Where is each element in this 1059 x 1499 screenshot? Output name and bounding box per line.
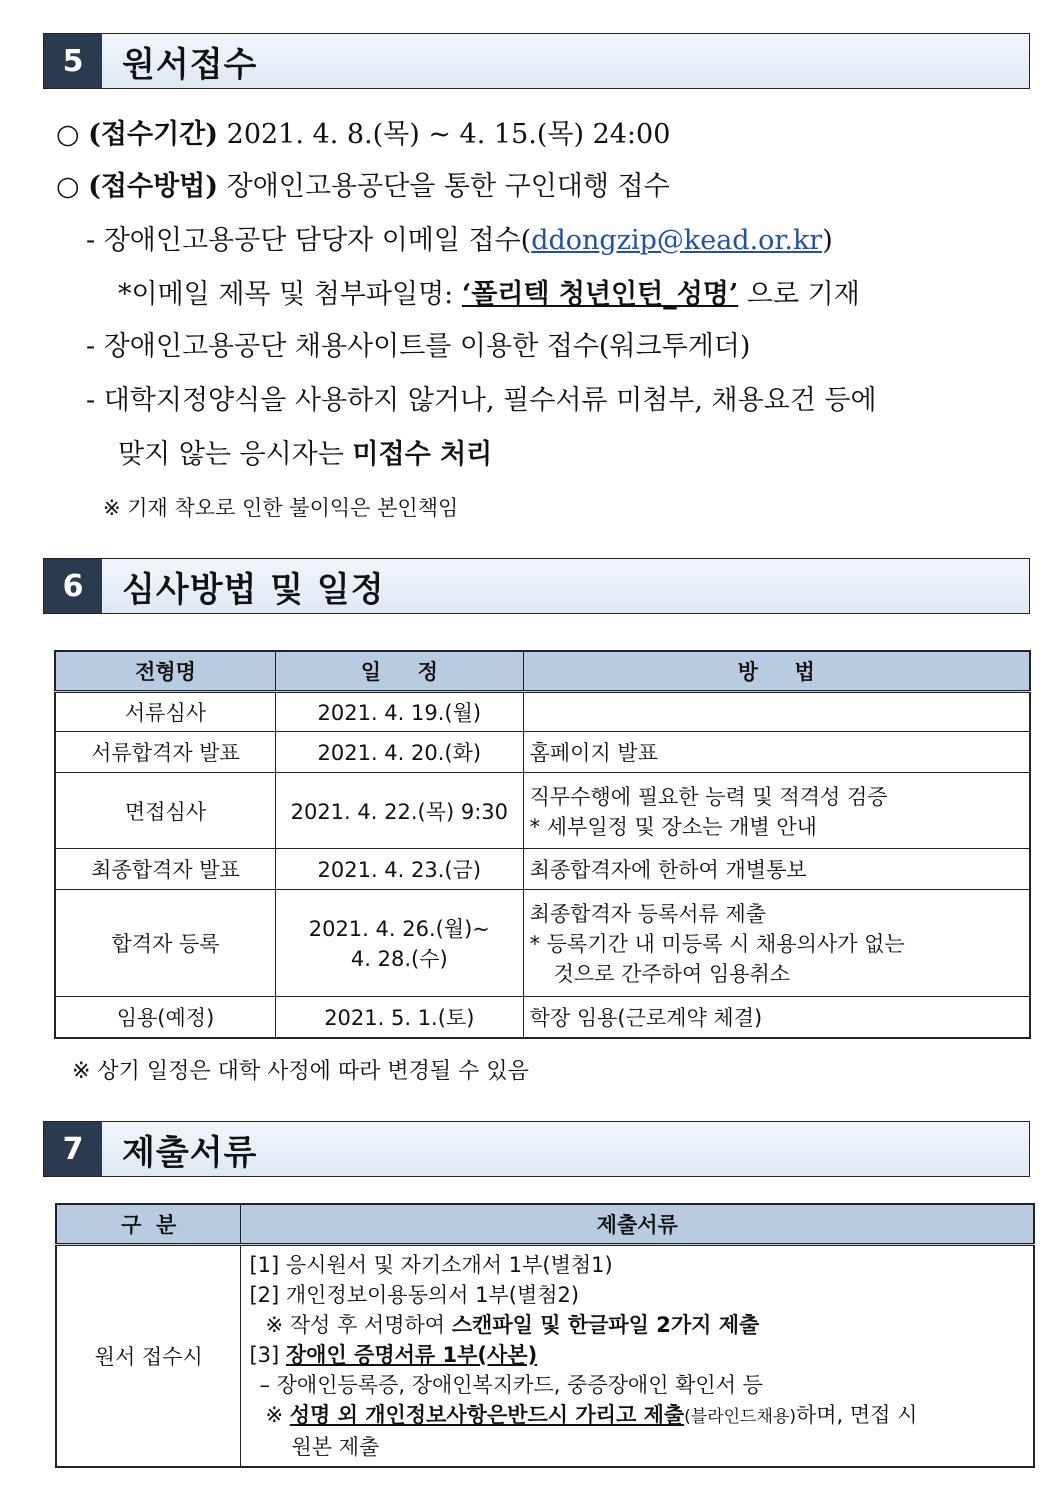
date-cell: 2021. 5. 1.(토) — [276, 997, 524, 1038]
method-cell — [523, 692, 1030, 732]
documents-cell — [241, 1245, 1034, 1468]
method-cell: 홈페이지 발표 — [523, 732, 1030, 773]
schedule-footnote: ※ 상기 일정은 대학 사정에 따라 변경될 수 있음 — [72, 1059, 529, 1084]
method-line — [56, 164, 670, 203]
note-small: (블라인드채용) — [684, 1407, 796, 1427]
method-note-cont: 것으로 간주하여 임용취소 — [553, 962, 791, 986]
document-item-3 — [249, 1340, 1025, 1370]
note-text: ※ 작성 후 서명하여 — [265, 1313, 446, 1337]
email-link[interactable]: ddongzip@kead.or.kr — [531, 225, 823, 256]
period-value: 2021. 4. 8.(목) ~ 4. 15.(목) 24:00 — [226, 119, 671, 150]
stage-cell: 서류합격자 발표 — [55, 732, 276, 773]
column-header: 전형명 — [55, 651, 276, 692]
item-number: [3] — [249, 1343, 280, 1367]
section-6-header — [43, 558, 1030, 614]
section-title: 원서접수 — [122, 44, 258, 85]
table-row — [55, 773, 1030, 849]
note-text: *이메일 제목 및 첨부파일명: — [118, 279, 454, 310]
stage-cell: 최종합격자 발표 — [55, 849, 276, 890]
document-item-1: [1] 응시원서 및 자기소개서 1부(별첨1) — [249, 1253, 613, 1277]
method-note: * 세부일정 및 장소는 개별 안내 — [529, 814, 817, 839]
method-note: * 등록기간 내 미등록 시 채용의사가 없는 — [529, 932, 905, 956]
table-row — [55, 692, 1030, 732]
table-row — [55, 849, 1030, 890]
date-start: 2021. 4. 26.(월)~ — [308, 917, 490, 941]
email-line-close: ) — [822, 225, 833, 256]
document-item-2: [2] 개인정보이용동의서 1부(별첨2) — [249, 1283, 580, 1307]
period-line — [56, 112, 670, 151]
method-cell: 최종합격자에 한하여 개별통보 — [523, 849, 1030, 890]
stage-cell: 합격자 등록 — [55, 890, 276, 997]
reference-note: ※ 기재 착오로 인한 불이익은 본인책임 — [103, 496, 459, 520]
rejection-bold: 미접수 처리 — [352, 439, 493, 470]
method-cell — [523, 773, 1030, 849]
document-item-3-note-cont: 원본 제출 — [291, 1435, 380, 1459]
date-end: 4. 28.(수) — [350, 947, 448, 971]
stage-cell: 면접심사 — [55, 773, 276, 849]
date-cell: 2021. 4. 19.(월) — [276, 692, 524, 732]
note-title-format: ‘폴리텍 청년인턴_성명’ — [461, 279, 739, 310]
date-cell: 2021. 4. 23.(금) — [276, 849, 524, 890]
section-5-header — [43, 33, 1030, 89]
date-cell: 2021. 4. 22.(목) 9:30 — [276, 773, 524, 849]
method-value: 장애인고용공단을 통한 구인대행 접수 — [226, 171, 670, 202]
document-item-3-note — [249, 1400, 1025, 1432]
email-note — [118, 272, 860, 311]
note-suffix: 하며, 면접 시 — [795, 1403, 918, 1427]
section-number: 6 — [44, 559, 102, 613]
document-item-3-sub: – 장애인등록증, 장애인복지카드, 중증장애인 확인서 등 — [259, 1373, 763, 1397]
table-row — [55, 997, 1030, 1038]
worktogether-line: - 장애인고용공단 채용사이트를 이용한 접수(워크투게더) — [86, 331, 751, 362]
date-cell: 2021. 4. 20.(화) — [276, 732, 524, 773]
schedule-table — [54, 650, 1031, 1039]
method-cell: 학장 임용(근로계약 체결) — [523, 997, 1030, 1038]
date-cell — [276, 890, 524, 997]
item-bold: 장애인 증명서류 1부(사본) — [285, 1343, 538, 1367]
column-header: 일 정 — [276, 651, 524, 692]
table-header-row — [56, 1204, 1034, 1245]
column-header: 방 법 — [523, 651, 1030, 692]
column-header: 구 분 — [56, 1204, 241, 1245]
note-suffix: 으로 기재 — [746, 279, 860, 310]
section-number: 7 — [44, 1122, 102, 1176]
section-title: 심사방법 및 일정 — [122, 569, 385, 610]
table-header-row — [55, 651, 1030, 692]
circle-bullet-icon: ○ — [56, 171, 80, 202]
table-row — [56, 1245, 1034, 1468]
note-bold: 성명 외 개인정보사항은반드시 가리고 제출 — [289, 1403, 685, 1427]
rejection-text: 맞지 않는 응시자는 — [118, 439, 344, 470]
table-row — [55, 732, 1030, 773]
documents-table — [55, 1203, 1035, 1468]
method-label: (접수방법) — [88, 171, 219, 202]
method-text: 직무수행에 필요한 능력 및 적격성 검증 — [529, 784, 888, 809]
document-item-2-note — [249, 1310, 1025, 1340]
column-header: 제출서류 — [241, 1204, 1034, 1245]
email-line — [86, 218, 833, 257]
circle-bullet-icon: ○ — [56, 119, 80, 150]
stage-cell: 서류심사 — [55, 692, 276, 732]
email-line-text: - 장애인고용공단 담당자 이메일 접수( — [86, 225, 532, 256]
category-cell: 원서 접수시 — [56, 1245, 241, 1468]
table-row — [55, 890, 1030, 997]
method-text: 최종합격자 등록서류 제출 — [529, 902, 767, 926]
period-label: (접수기간) — [88, 119, 219, 150]
section-title: 제출서류 — [122, 1132, 258, 1173]
stage-cell: 임용(예정) — [55, 997, 276, 1038]
note-bold: 스캔파일 및 한글파일 2가지 제출 — [451, 1313, 760, 1337]
note-mark: ※ — [265, 1403, 284, 1427]
section-number: 5 — [44, 34, 102, 88]
section-7-header — [43, 1121, 1030, 1177]
rejection-line: - 대학지정양식을 사용하지 않거나, 필수서류 미첨부, 채용요건 등에 — [86, 385, 877, 416]
rejection-line-2 — [118, 432, 492, 471]
method-cell — [523, 890, 1030, 997]
